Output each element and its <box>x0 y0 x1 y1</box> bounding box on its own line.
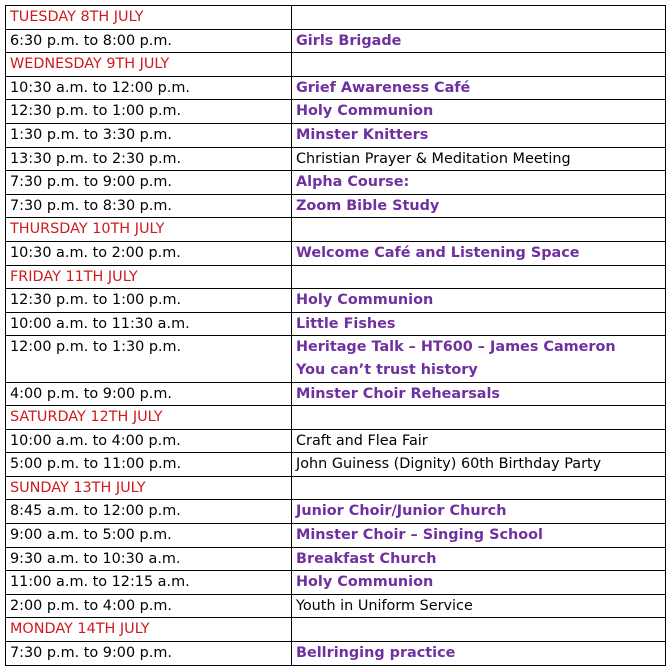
event-name <box>292 500 666 524</box>
event-row <box>6 594 666 618</box>
event-time: 10:30 a.m. to 2:00 p.m. <box>6 241 292 265</box>
event-row <box>6 100 666 124</box>
event-name-line: Holy Communion <box>296 292 434 309</box>
event-time: 1:30 p.m. to 3:30 p.m. <box>6 123 292 147</box>
schedule-table <box>5 5 666 666</box>
event-name <box>292 29 666 53</box>
event-time: 9:30 a.m. to 10:30 a.m. <box>6 547 292 571</box>
event-name <box>292 642 666 666</box>
event-time: 12:30 p.m. to 1:00 p.m. <box>6 289 292 313</box>
event-name-line: Breakfast Church <box>296 550 437 567</box>
event-name <box>292 547 666 571</box>
event-name <box>292 76 666 100</box>
event-name-line: Youth in Uniform Service <box>296 597 473 614</box>
event-name-line: Christian Prayer & Meditation Meeting <box>296 150 571 167</box>
event-row <box>6 29 666 53</box>
event-name-line: Minster Knitters <box>296 126 429 143</box>
day-title: TUESDAY 8TH JULY <box>6 6 292 30</box>
event-time: 5:00 p.m. to 11:00 p.m. <box>6 453 292 477</box>
event-time: 12:00 p.m. to 1:30 p.m. <box>6 336 292 382</box>
event-time: 7:30 p.m. to 8:30 p.m. <box>6 194 292 218</box>
event-row <box>6 123 666 147</box>
event-name <box>292 571 666 595</box>
event-time: 6:30 p.m. to 8:00 p.m. <box>6 29 292 53</box>
day-header-blank-cell <box>292 218 666 242</box>
event-row <box>6 524 666 548</box>
event-name-line: Welcome Café and Listening Space <box>296 244 580 261</box>
event-name <box>292 147 666 171</box>
day-header-row <box>6 218 666 242</box>
event-row <box>6 453 666 477</box>
day-title: WEDNESDAY 9TH JULY <box>6 53 292 77</box>
event-name-line: Girls Brigade <box>296 32 402 49</box>
event-name-line: Junior Choir/Junior Church <box>296 503 507 520</box>
event-name <box>292 594 666 618</box>
event-name-line: John Guiness (Dignity) 60th Birthday Party <box>296 456 602 473</box>
day-header-blank-cell <box>292 265 666 289</box>
event-time: 12:30 p.m. to 1:00 p.m. <box>6 100 292 124</box>
day-header-blank-cell <box>292 406 666 430</box>
event-time: 7:30 p.m. to 9:00 p.m. <box>6 171 292 195</box>
event-name-line: Bellringing practice <box>296 645 456 662</box>
day-title: SATURDAY 12TH JULY <box>6 406 292 430</box>
day-header-row <box>6 265 666 289</box>
event-time: 4:00 p.m. to 9:00 p.m. <box>6 382 292 406</box>
event-name <box>292 194 666 218</box>
event-name <box>292 289 666 313</box>
event-time: 13:30 p.m. to 2:30 p.m. <box>6 147 292 171</box>
event-name <box>292 100 666 124</box>
event-row <box>6 642 666 666</box>
event-name-line: Minster Choir Rehearsals <box>296 385 500 402</box>
event-time: 8:45 a.m. to 12:00 p.m. <box>6 500 292 524</box>
event-row <box>6 289 666 313</box>
day-title: FRIDAY 11TH JULY <box>6 265 292 289</box>
event-name <box>292 241 666 265</box>
event-name <box>292 336 666 382</box>
schedule-body <box>6 6 666 666</box>
event-name <box>292 524 666 548</box>
day-header-row <box>6 406 666 430</box>
day-header-blank-cell <box>292 618 666 642</box>
event-name-line: Heritage Talk – HT600 – James Cameron <box>296 339 616 356</box>
event-name-line: Little Fishes <box>296 315 396 332</box>
day-title: SUNDAY 13TH JULY <box>6 476 292 500</box>
event-name-line: Holy Communion <box>296 103 434 120</box>
day-header-row <box>6 618 666 642</box>
day-header-blank-cell <box>292 476 666 500</box>
event-name <box>292 382 666 406</box>
day-header-row <box>6 476 666 500</box>
event-row <box>6 147 666 171</box>
day-title: THURSDAY 10TH JULY <box>6 218 292 242</box>
event-name <box>292 312 666 336</box>
event-name-line: Minster Choir – Singing School <box>296 527 543 544</box>
event-row <box>6 500 666 524</box>
event-row <box>6 547 666 571</box>
event-name-line: You can’t trust history <box>296 361 478 378</box>
day-header-row <box>6 53 666 77</box>
event-name <box>292 171 666 195</box>
event-name-line: Grief Awareness Café <box>296 79 471 96</box>
event-name-line: Holy Communion <box>296 574 434 591</box>
event-row <box>6 76 666 100</box>
event-time: 11:00 a.m. to 12:15 a.m. <box>6 571 292 595</box>
event-time: 2:00 p.m. to 4:00 p.m. <box>6 594 292 618</box>
event-row <box>6 171 666 195</box>
day-header-row <box>6 6 666 30</box>
event-time: 10:00 a.m. to 11:30 a.m. <box>6 312 292 336</box>
event-row <box>6 571 666 595</box>
event-name-line: Craft and Flea Fair <box>296 432 428 449</box>
event-row <box>6 336 666 382</box>
event-name <box>292 429 666 453</box>
event-time: 10:00 a.m. to 4:00 p.m. <box>6 429 292 453</box>
event-time: 7:30 p.m. to 9:00 p.m. <box>6 642 292 666</box>
event-name <box>292 123 666 147</box>
event-row <box>6 241 666 265</box>
event-row <box>6 312 666 336</box>
event-name <box>292 453 666 477</box>
day-header-blank-cell <box>292 53 666 77</box>
event-row <box>6 194 666 218</box>
event-name-line: Alpha Course: <box>296 174 410 191</box>
event-row <box>6 429 666 453</box>
event-row <box>6 382 666 406</box>
day-title: MONDAY 14TH JULY <box>6 618 292 642</box>
event-name-line: Zoom Bible Study <box>296 197 440 214</box>
event-time: 9:00 a.m. to 5:00 p.m. <box>6 524 292 548</box>
day-header-blank-cell <box>292 6 666 30</box>
event-time: 10:30 a.m. to 12:00 p.m. <box>6 76 292 100</box>
